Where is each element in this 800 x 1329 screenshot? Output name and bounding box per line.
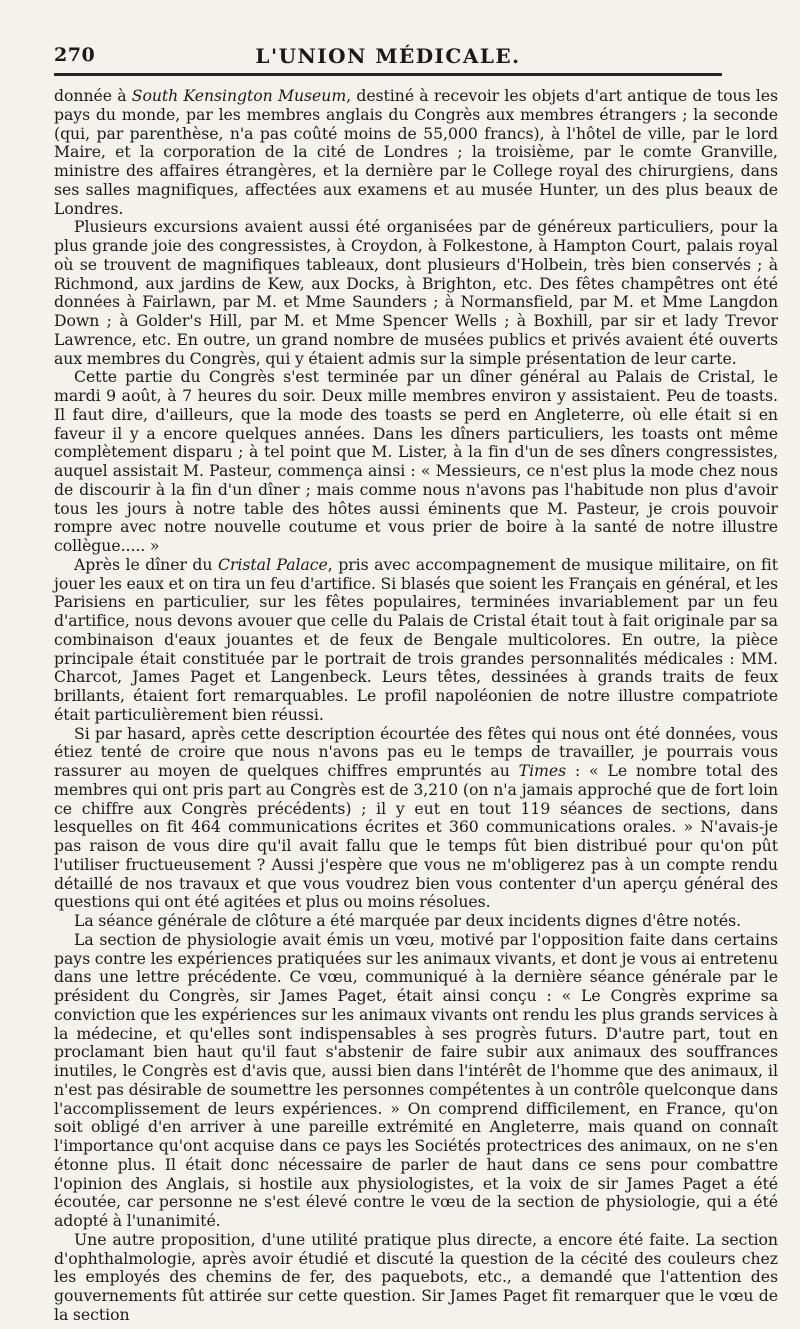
paragraph bbox=[54, 556, 778, 725]
paragraph-text: Après le dîner du bbox=[74, 554, 219, 574]
paragraph: Une autre proposition, d'une utilité pratique plus directe, a encore été faite. La section d'ophthalmologie, après avoir étudié et discuté la question de la cécité des couleurs chez les employés des chemins de fer, des paquebots, etc., a demandé que l'attention des gouvernements fût attirée sur cette question. Sir James Paget fit remarquer que le vœu de la section bbox=[54, 1229, 778, 1324]
page-header bbox=[54, 38, 722, 72]
paragraph-text: , pris avec accompagnement de musique militaire, on fit jouer les eaux et on tira un feu d'artifice. Si blasés que soient les Français en général, et les Parisiens en particulier, sur les fêtes populaires, terminées invariablement par un feu d'artifice, nous devons avouer que celle du Palais de Cristal était tout à fait originale par sa combinaison d'eaux jouantes et de feux de Bengale multicolores. En outre, la pièce principale était constituée par le portrait de trois grandes personnalités médicales : MM. Charcot, James Paget et Langenbeck. Leurs têtes, dessinées à grands traits de feux brillants, étaient fort remarquables. Le profil napoléonien de notre illustre compatriote était particulièrement bien réussi. bbox=[54, 554, 779, 724]
paragraph: La section de physiologie avait émis un vœu, motivé par l'opposition faite dans certains pays contre les expériences pratiquées sur les animaux vivants, et dont je vous ai entretenu dans une lettre précédente. Ce vœu, communiqué à la dernière séance générale par le président du Congrès, sir James Paget, était ainsi conçu : « Le Congrès exprime sa conviction que les expériences sur les animaux vivants ont rendu les plus grands services à la médecine, et qu'elles sont indispensables à ses progrès futurs. D'autre part, tout en proclamant bien haut qu'il faut s'abstenir de faire subir aux animaux des souffrances inutiles, le Congrès est d'avis que, aussi bien dans l'intérêt de l'homme que des animaux, il n'est pas désirable de soumettre les personnes compétentes à un contrôle quelconque dans l'accomplissement de leurs expériences. » On comprend difficilement, en France, qu'on soit obligé d'en arriver à une pareille extrémité en Angleterre, mais quand on connaît l'importance qu'ont acquise dans ce pays les Sociétés protectrices des animaux, on ne s'en étonne plus. Il était donc nécessaire de parler de haut dans ce sens pour combattre l'opinion des Anglais, si hostile aux physiologistes, et la voix de sir James Paget a été écoutée, car personne ne s'est élevé contre le vœu de la section de physiologie, qui a été adopté à l'unanimité. bbox=[54, 929, 778, 1230]
paragraph: Plusieurs excursions avaient aussi été organisées par de généreux particuliers, pour la plus grande joie des congressistes, à Croydon, à Folkestone, à Hampton Court, palais royal où se trouvent de magnifiques tableaux, dont plusieurs d'Holbein, très bien conservés ; à Richmond, aux jardins de Kew, aux Docks, à Brighton, etc. Des fêtes champêtres ont été données à Fairlawn, par M. et Mme Saunders ; à Normansfield, par M. et Mme Langdon Down ; à Golder's Hill, par M. et Mme Spencer Wells ; à Boxhill, par sir et lady Trevor Lawrence, etc. En outre, un grand nombre de musées publics et privés avaient été ouverts aux membres du Congrès, qui y étaient admis sur la simple présentation de leur carte. bbox=[54, 217, 778, 368]
article-body bbox=[54, 87, 778, 1325]
italic-text: Cristal Palace bbox=[218, 554, 328, 574]
header-rule bbox=[54, 73, 722, 76]
paragraph-text: : « Le nombre total des membres qui ont pris part au Congrès est de 3,210 (on n'a jamais approché que de fort loin ce chiffre aux Congrès précédents) ; il y eut en tout 119 séances de sections, dans lesquelles on fit 464 communications écrites et 360 communications orales. » N'avais-je pas raison de vous dire qu'il avait fallu que le temps fût bien distribué pour qu'on pût l'utiliser fructueusement ? Aussi j'espère que vous ne m'obligerez pas à un compte rendu détaillé de nos travaux et que vous voudrez bien vous contenter d'un aperçu général des questions qui ont été agitées et plus ou moins résolues. bbox=[54, 761, 778, 912]
paragraph bbox=[54, 87, 778, 218]
italic-text: Times bbox=[518, 761, 567, 780]
italic-text: South Kensington Museum bbox=[131, 86, 347, 105]
page-number: 270 bbox=[54, 44, 96, 66]
paragraph-text: , destiné à recevoir les objets d'art antique de tous les pays du monde, par les membres anglais du Congrès aux membres étrangers ; la seconde (qui, par parenthèse, n'a pas coûté moins de 55,000 francs), à l'hôtel de ville, par le lord Maire, et la corporation de la cité de Londres ; la troisième, par le comte Granville, ministre des affaires étrangères, et la dernière par le College royal des chirurgiens, dans ses salles magnifiques, affectées aux examens et au musée Hunter, un des plus beaux de Londres. bbox=[54, 86, 778, 218]
paragraph: La séance générale de clôture a été marquée par deux incidents dignes d'être notés. bbox=[74, 911, 742, 930]
paragraph bbox=[54, 725, 778, 913]
running-title: L'UNION MÉDICALE. bbox=[255, 44, 521, 68]
paragraph-text: Si par hasard, après cette description écourtée des fêtes qui nous ont été données, vous étiez tenté de croire que nous n'avons pas eu le temps de travailler, je pourrais vous rassurer au moyen de quelques chiffres empruntés au bbox=[54, 723, 778, 780]
paragraph: Cette partie du Congrès s'est terminée par un dîner général au Palais de Cristal, le mardi 9 août, à 7 heures du soir. Deux mille membres environ y assistaient. Peu de toasts. Il faut dire, d'ailleurs, que la mode des toasts se perd en Angleterre, où elle était si en faveur il y a encore quelques années. Dans les dîners particuliers, les toasts ont même complètement disparu ; à tel point que M. Lister, à la fin d'un de ses dîners congressistes, auquel assistait M. Pasteur, commença ainsi : « Messieurs, ce n'est plus la mode chez nous de discourir à la fin d'un dîner ; mais comme nous n'avons pas l'habitude non plus d'avoir tous les jours à notre table des hôtes aussi éminents que M. Pasteur, je crois pouvoir rompre avec notre nouvelle coutume et vous prier de boire à la santé de notre illustre collègue..... » bbox=[54, 367, 778, 555]
paragraph-text: donnée à bbox=[54, 86, 132, 105]
